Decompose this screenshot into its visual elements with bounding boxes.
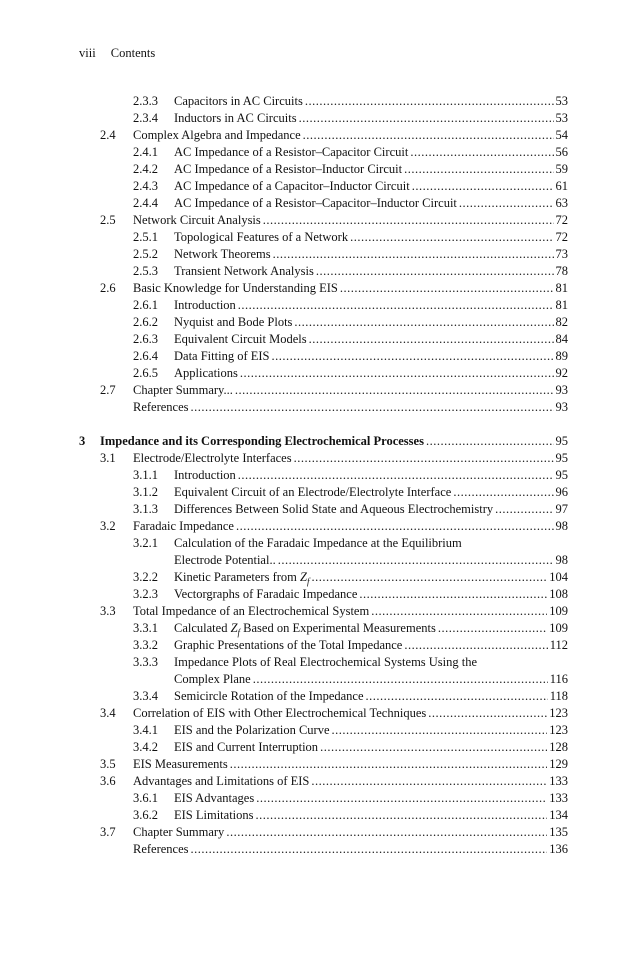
toc-entry <box>0 722 641 739</box>
dot-leader <box>191 399 554 416</box>
toc-entry <box>0 552 641 569</box>
toc-entry-number: 2.5.1 <box>133 230 158 244</box>
toc-entry-title: AC Impedance of a Resistor–Capacitor Circuit <box>174 145 409 159</box>
toc-entry-title: Data Fitting of EIS <box>174 349 270 363</box>
toc-entry-page: 93 <box>555 383 568 397</box>
toc-entry <box>0 127 641 144</box>
toc-entry-number: 2.5.3 <box>133 264 158 278</box>
dot-leader <box>316 263 554 280</box>
toc-entry-number: 2.6.5 <box>133 366 158 380</box>
toc-entry-number: 2.6.4 <box>133 349 158 363</box>
toc-entry <box>0 620 641 637</box>
toc-entry-title: Impedance and its Corresponding Electrochemical Processes <box>100 434 424 448</box>
toc-entry-title: AC Impedance of a Capacitor–Inductor Circuit <box>174 179 410 193</box>
toc-entry-number: 2.3.3 <box>133 94 158 108</box>
dot-leader <box>426 433 554 450</box>
page-number: viii <box>79 46 96 60</box>
dot-leader <box>495 501 553 518</box>
toc-entry-title: Introduction <box>174 468 236 482</box>
toc-entry-number: 3.1.3 <box>133 502 158 516</box>
toc-entry-page: 97 <box>555 502 568 516</box>
toc-entry-title: Advantages and Limitations of EIS <box>133 774 310 788</box>
toc-entry-number: 2.4 <box>100 128 116 142</box>
toc-entry-number: 3.1 <box>100 451 116 465</box>
toc-entry-title: Transient Network Analysis <box>174 264 314 278</box>
toc-entry <box>0 348 641 365</box>
dot-leader <box>230 756 547 773</box>
dot-leader <box>256 790 547 807</box>
dot-leader <box>303 127 554 144</box>
toc-entry-page: 95 <box>555 434 568 448</box>
toc-entry-title: AC Impedance of a Resistor–Inductor Circuit <box>174 162 403 176</box>
toc-entry-page: 96 <box>555 485 568 499</box>
toc-entry <box>0 739 641 756</box>
dot-leader <box>273 246 554 263</box>
toc-entry-page: 72 <box>555 230 568 244</box>
toc-entry-page: 98 <box>555 519 568 533</box>
toc-entry-page: 123 <box>549 723 568 737</box>
toc-entry <box>0 654 641 671</box>
toc-entry-number: 2.6.3 <box>133 332 158 346</box>
toc-entry <box>0 433 641 450</box>
toc-entry <box>0 178 641 195</box>
toc-entry <box>0 93 641 110</box>
toc-entry <box>0 756 641 773</box>
toc-entry-page: 133 <box>549 791 568 805</box>
toc-entry <box>0 637 641 654</box>
toc-entry <box>0 518 641 535</box>
toc-entry-page: 59 <box>555 162 568 176</box>
toc-entry <box>0 535 641 552</box>
toc-entry-number: 3.3.1 <box>133 621 158 635</box>
toc-entry-number: 3.3.3 <box>133 655 158 669</box>
toc-entry <box>0 841 641 858</box>
toc-entry-title: Applications <box>174 366 238 380</box>
toc-entry-title: Introduction <box>174 298 236 312</box>
toc-entry-page: 98 <box>555 553 568 567</box>
toc-entry <box>0 501 641 518</box>
toc-entry <box>0 569 641 586</box>
toc-entry-page: 53 <box>555 111 568 125</box>
dot-leader <box>263 212 554 229</box>
toc-entry-title: References <box>133 842 189 856</box>
toc-entry-page: 133 <box>549 774 568 788</box>
toc-entry <box>0 824 641 841</box>
dot-leader <box>235 382 554 399</box>
dot-leader <box>404 637 547 654</box>
toc-entry-title: EIS and Current Interruption <box>174 740 319 754</box>
toc-entry-title: AC Impedance of a Resistor–Capacitor–Inductor Circuit <box>174 196 457 210</box>
toc-entry-number: 2.5.2 <box>133 247 158 261</box>
table-of-contents <box>0 93 641 858</box>
toc-entry-page: 123 <box>549 706 568 720</box>
toc-entry-number: 2.5 <box>100 213 116 227</box>
toc-entry-page: 89 <box>555 349 568 363</box>
toc-entry-page: 136 <box>549 842 568 856</box>
toc-entry-number: 3.7 <box>100 825 116 839</box>
toc-entry-title: Total Impedance of an Electrochemical System <box>133 604 370 618</box>
toc-entry-number: 2.4.2 <box>133 162 158 176</box>
toc-entry <box>0 382 641 399</box>
toc-entry <box>0 331 641 348</box>
toc-entry-page: 95 <box>555 451 568 465</box>
toc-entry-page: 84 <box>555 332 568 346</box>
toc-entry-number: 2.7 <box>100 383 116 397</box>
toc-entry-page: 81 <box>555 298 568 312</box>
toc-entry <box>0 110 641 127</box>
toc-entry-page: 109 <box>549 604 568 618</box>
toc-entry <box>0 161 641 178</box>
toc-entry-page: 109 <box>549 621 568 635</box>
toc-entry-title: Kinetic Parameters from $Z_f$ <box>174 570 310 587</box>
dot-leader <box>332 722 548 739</box>
toc-entry-title: Faradaic Impedance <box>133 519 234 533</box>
toc-entry-title: References <box>133 400 189 414</box>
toc-entry <box>0 467 641 484</box>
dot-leader <box>359 586 547 603</box>
toc-entry-page: 61 <box>555 179 568 193</box>
toc-entry-page: 93 <box>555 400 568 414</box>
toc-entry-page: 134 <box>549 808 568 822</box>
dot-leader <box>309 331 554 348</box>
toc-entry <box>0 280 641 297</box>
section-gap <box>0 416 641 433</box>
dot-leader <box>253 671 548 688</box>
toc-entry-number: 3.1.1 <box>133 468 158 482</box>
toc-entry-page: 53 <box>555 94 568 108</box>
toc-entry-number: 3.3.2 <box>133 638 158 652</box>
dot-leader <box>256 807 548 824</box>
dot-leader <box>404 161 553 178</box>
toc-entry-page: 104 <box>549 570 568 584</box>
toc-entry <box>0 484 641 501</box>
toc-entry-page: 116 <box>549 672 568 686</box>
dot-leader <box>294 314 553 331</box>
toc-entry-title: Complex Algebra and Impedance <box>133 128 301 142</box>
toc-entry-page: 56 <box>555 145 568 159</box>
toc-entry-page: 108 <box>549 587 568 601</box>
toc-entry-title: Capacitors in AC Circuits <box>174 94 303 108</box>
toc-entry-number: 3.3 <box>100 604 116 618</box>
toc-entry-number: 3.6.2 <box>133 808 158 822</box>
toc-entry-number: 2.4.1 <box>133 145 158 159</box>
toc-entry-number: 2.4.4 <box>133 196 158 210</box>
dot-leader <box>320 739 547 756</box>
toc-entry-title: Equivalent Circuit Models <box>174 332 307 346</box>
toc-entry <box>0 246 641 263</box>
toc-entry-number: 2.6.2 <box>133 315 158 329</box>
dot-leader <box>350 229 553 246</box>
toc-entry-page: 73 <box>555 247 568 261</box>
toc-entry-number: 3.4 <box>100 706 116 720</box>
toc-entry-number: 2.6 <box>100 281 116 295</box>
dot-leader <box>438 620 547 637</box>
toc-entry-page: 78 <box>555 264 568 278</box>
toc-entry-title: Semicircle Rotation of the Impedance <box>174 689 364 703</box>
toc-entry-title: Vectorgraphs of Faradaic Impedance <box>174 587 358 601</box>
toc-entry <box>0 212 641 229</box>
toc-entry <box>0 297 641 314</box>
toc-entry-title: EIS Limitations <box>174 808 254 822</box>
toc-entry-number: 3.2.1 <box>133 536 158 550</box>
dot-leader <box>238 467 554 484</box>
toc-entry-page: 63 <box>555 196 568 210</box>
toc-entry-title: Electrode/Electrolyte Interfaces <box>133 451 292 465</box>
toc-entry-number: 3.4.1 <box>133 723 158 737</box>
dot-leader <box>236 518 554 535</box>
toc-entry <box>0 773 641 790</box>
dot-leader <box>226 824 547 841</box>
toc-entry <box>0 450 641 467</box>
toc-entry-page: 128 <box>549 740 568 754</box>
toc-entry-number: 3.2 <box>100 519 116 533</box>
toc-entry-page: 118 <box>549 689 568 703</box>
header-title: Contents <box>110 46 156 60</box>
toc-entry-title: Calculated $Z_f$ Based on Experimental Measurements <box>174 621 436 638</box>
toc-entry-number: 3.2.2 <box>133 570 158 584</box>
toc-entry <box>0 263 641 280</box>
toc-entry-number: 3.2.3 <box>133 587 158 601</box>
toc-entry <box>0 688 641 705</box>
dot-leader <box>412 178 554 195</box>
dot-leader <box>191 841 548 858</box>
toc-entry <box>0 603 641 620</box>
toc-entry-page: 112 <box>549 638 568 652</box>
toc-entry-title: Chapter Summary <box>133 825 225 839</box>
toc-entry-page: 82 <box>555 315 568 329</box>
toc-entry <box>0 144 641 161</box>
toc-entry-number: 3.5 <box>100 757 116 771</box>
toc-entry-number: 3.6 <box>100 774 116 788</box>
toc-entry-number: 3.3.4 <box>133 689 158 703</box>
dot-leader <box>299 110 554 127</box>
dot-leader <box>240 365 554 382</box>
toc-entry <box>0 399 641 416</box>
toc-entry <box>0 671 641 688</box>
toc-entry-number: 2.3.4 <box>133 111 158 125</box>
toc-entry-title: Network Circuit Analysis <box>133 213 261 227</box>
toc-entry-page: 72 <box>555 213 568 227</box>
toc-entry <box>0 365 641 382</box>
toc-entry-page: 54 <box>555 128 568 142</box>
toc-entry-title: Basic Knowledge for Understanding EIS <box>133 281 338 295</box>
toc-entry-number: 3.1.2 <box>133 485 158 499</box>
dot-leader <box>278 552 554 569</box>
dot-leader <box>305 93 554 110</box>
toc-entry-title: Calculation of the Faradaic Impedance at the Equilibrium <box>174 536 462 550</box>
toc-entry-title: Electrode Potential.. <box>174 553 276 567</box>
toc-entry-page: 129 <box>549 757 568 771</box>
toc-entry <box>0 195 641 212</box>
toc-entry-title: Equivalent Circuit of an Electrode/Electrolyte Interface <box>174 485 452 499</box>
toc-entry-title: Impedance Plots of Real Electrochemical Systems Using the <box>174 655 478 669</box>
running-header <box>79 46 155 61</box>
toc-entry-page: 95 <box>555 468 568 482</box>
toc-entry-page: 92 <box>555 366 568 380</box>
toc-entry-title: Nyquist and Bode Plots <box>174 315 293 329</box>
toc-entry <box>0 586 641 603</box>
dot-leader <box>366 688 548 705</box>
dot-leader <box>311 569 547 586</box>
toc-entry-number: 2.4.3 <box>133 179 158 193</box>
toc-entry-page: 81 <box>555 281 568 295</box>
dot-leader <box>428 705 547 722</box>
toc-entry-title: Topological Features of a Network <box>174 230 349 244</box>
dot-leader <box>340 280 554 297</box>
toc-entry-title: Chapter Summary... <box>133 383 233 397</box>
dot-leader <box>294 450 554 467</box>
toc-entry-title: Correlation of EIS with Other Electrochemical Techniques <box>133 706 427 720</box>
toc-entry <box>0 790 641 807</box>
toc-entry-number: 3.4.2 <box>133 740 158 754</box>
toc-entry-page: 135 <box>549 825 568 839</box>
toc-entry-title: Inductors in AC Circuits <box>174 111 297 125</box>
dot-leader <box>271 348 553 365</box>
toc-entry-title: Differences Between Solid State and Aqueous Electrochemistry <box>174 502 494 516</box>
dot-leader <box>311 773 547 790</box>
toc-entry-title: EIS Measurements <box>133 757 228 771</box>
dot-leader <box>410 144 553 161</box>
dot-leader <box>459 195 554 212</box>
toc-entry <box>0 705 641 722</box>
toc-entry-title: EIS Advantages <box>174 791 255 805</box>
toc-entry <box>0 314 641 331</box>
toc-entry <box>0 229 641 246</box>
toc-entry-title: Graphic Presentations of the Total Impedance <box>174 638 403 652</box>
toc-entry <box>0 807 641 824</box>
dot-leader <box>238 297 554 314</box>
toc-entry-number: 2.6.1 <box>133 298 158 312</box>
dot-leader <box>371 603 547 620</box>
toc-entry-title: Network Theorems <box>174 247 271 261</box>
toc-entry-title: Complex Plane <box>174 672 251 686</box>
toc-entry-number: 3.6.1 <box>133 791 158 805</box>
toc-entry-title: EIS and the Polarization Curve <box>174 723 330 737</box>
toc-entry-number: 3 <box>79 434 86 448</box>
dot-leader <box>453 484 553 501</box>
